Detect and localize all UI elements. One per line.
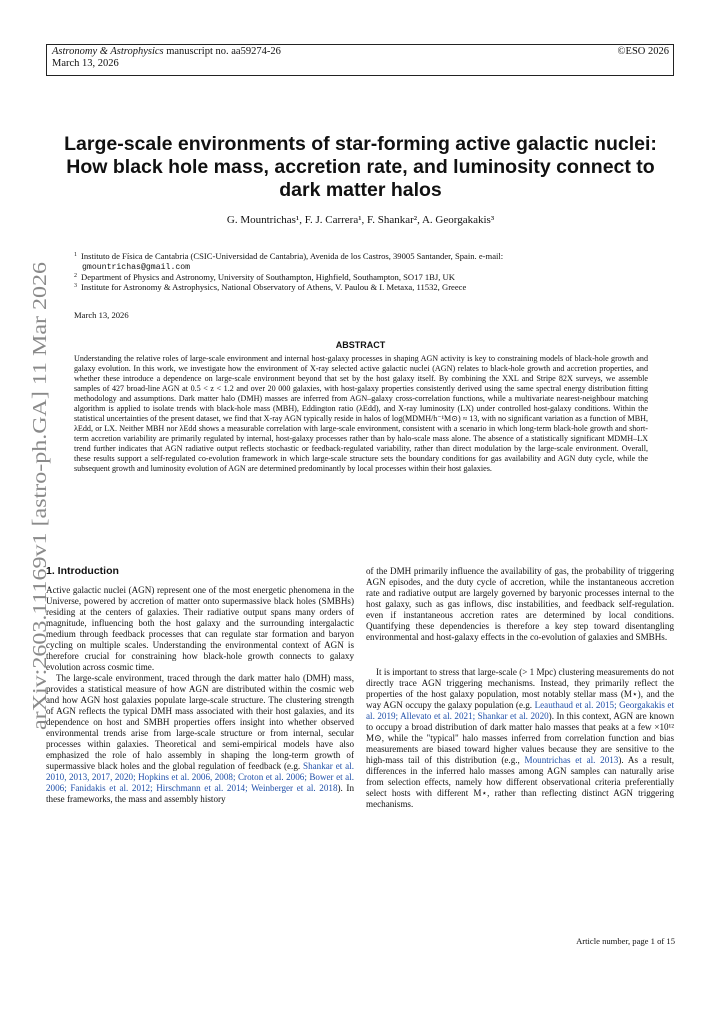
left-column: [46, 566, 354, 805]
copyright: ©ESO 2026: [617, 46, 669, 57]
citation-link[interactable]: Leauthaud et al. 2015; Georgakakis et al. 2019; Allevato et al. 2021; Shankar et al. 2020: [366, 700, 674, 721]
paragraph: [366, 667, 674, 810]
arxiv-stamp-text: arXiv:2603.11169v1 [astro-ph.GA] 11 Mar 2026: [30, 349, 51, 730]
manuscript-number: manuscript no. aa59274-26: [163, 46, 281, 57]
affiliation-number: 1: [74, 252, 77, 258]
abstract-heading: ABSTRACT: [335, 340, 386, 350]
paragraph-text: ). As a result, differences in the inferred halo masses among AGN samples can naturally arise from selection effects, namely how different observational criteria preferentially select hosts with different M⋆, rather than reflecting distinct AGN triggering mechanisms.: [366, 755, 674, 809]
section-heading: 1. Introduction: [46, 565, 119, 577]
affiliation-3: [74, 281, 674, 292]
affiliation-text: Department of Physics and Astronomy, University of Southampton, Highfield, Southampton, SO17 1BJ, UK: [81, 272, 455, 282]
paragraph-text: ). In this context, AGN are known to occupy a broad distribution of dark matter halo masses that peaks at a few ×10¹² M⊙, while the "typical" halo masses inferred from correlation function and bias measurements are biased toward higher values because they are sensitive to the high-mass tail of this distribution (e.g.,: [366, 711, 674, 765]
affiliation-text: Institute for Astronomy & Astrophysics, National Observatory of Athens, V. Paulou & I. Metaxa, 11532, Greece: [81, 282, 467, 292]
paragraph-text: The large-scale environment, traced through the dark matter halo (DMH) mass, provides a statistical measure of how AGN are distributed within the cosmic web and how AGN host galaxies populate large-scale structure. The clustering strength of AGN reflects the typical DMH mass associated with their host galaxies, and its dependence on host and SMBH properties offers insight into whether observed environmental trends arise from large-scale structure or from internal, secular processes within galaxies. Theoretical and semi-empirical models have also emphasized the role of halo assembly in shaping the long-term growth of supermassive black holes and the global regulation of feedback (e.g.: [46, 673, 354, 771]
right-column: [366, 566, 674, 810]
paragraph: [46, 673, 354, 805]
affiliation-number: 3: [74, 283, 77, 289]
received-date: March 13, 2026: [74, 310, 129, 320]
affiliation-number: 2: [74, 273, 77, 279]
journal-name: Astronomy & Astrophysics: [52, 46, 164, 57]
affiliation-text: Instituto de Física de Cantabria (CSIC-Universidad de Cantabria), Avenida de los Castros, 39005 Santander, Spain. e-mail:: [81, 251, 504, 261]
title-line: How black hole mass, accretion rate, and luminosity connect to: [66, 156, 655, 178]
journal-line: [52, 46, 281, 57]
paragraph-text: ). In these frameworks, the mass and assembly history: [46, 783, 354, 804]
paragraph-text: It is important to stress that large-scale (> 1 Mpc) clustering measurements do not directly trace AGN triggering mechanisms. Instead, they primarily reflect the properties of the host galaxy population, most notably stellar mass (M⋆), and the way AGN occupy the galaxy population (e.g.: [366, 667, 674, 710]
paragraph: of the DMH primarily influence the availability of gas, the probability of triggering AGN episodes, and the duty cycle of accretion, while the instantaneous accretion rate and radiative output are largely governed by baryonic processes internal to the host galaxy, such as gas inflows, disc instabilities, and feedback self-regulation. even if instantaneous accretion rates are determined by local conditions. Quantifying these dependencies is therefore a key step toward disentangling environmental and host-galaxy effects in the co-evolution of galaxies and SMBHs.: [366, 566, 674, 642]
citation-link[interactable]: Shankar et al. 2010, 2013, 2017, 2020; Hopkins et al. 2006, 2008; Croton et al. 2006; Bower et al. 2006; Fanidakis et al. 2012; Hirschmann et al. 2014; Weinberger et al. 2018: [46, 761, 354, 793]
affiliation-1: [74, 250, 674, 273]
abstract-text: Understanding the relative roles of large-scale environment and internal host-galaxy processes in shaping AGN activity is key to constraining models of black-hole growth and galaxy evolution. In this work, we investigate how the environment of X-ray selected active galactic nuclei (AGN) relates to black-hole growth and accretion properties, and whether these introduce a dependence on large-scale environment beyond that set by the host galaxy itself. By combining the XXL and Stripe 82X surveys, we assemble samples of 427 broad-line AGN at 0.5 < z < 1.2 and over 20 000 galaxies, with host-galaxy properties consistently derived using the same spectral energy distribution fitting methodology and assumptions. Dark matter halo (DMH) masses are inferred from AGN–galaxy cross-correlation functions, while a multivariate nearest-neighbour matching algorithm is applied to isolate trends with black-hole mass (MBH), Eddington ratio (λEdd), and X-ray luminosity (LX) under controlled host-galaxy conditions. Within the statistical uncertainties of the present dataset, we find that X-ray AGN typically reside in halos of log(MDMH/h⁻¹M⊙) ≈ 13, with no significant variation as a function of MBH, λEdd, or LX. Neither MBH nor λEdd shows a measurable correlation with large-scale environment, consistent with a scenario in which long-term black-hole growth and short-term accretion variability are primarily regulated by internal, host-galaxy processes rather than by halo-scale mass alone. The absence of a statistically significant MDMH–LX trend further indicates that AGN radiative output reflects stochastic or feedback-regulated variability, rather than direct modulation by the large-scale environment. Overall, these results support a self-regulated co-evolution framework in which large-scale structure sets the boundary conditions for gas availability and AGN duty cycle, while the subsequent growth and luminosity evolution of AGN are determined predominantly by local processes within their host galaxies.: [74, 354, 648, 473]
header-date: March 13, 2026: [52, 58, 119, 69]
paragraph: Active galactic nuclei (AGN) represent one of the most energetic phenomena in the Universe, powered by accretion of matter onto supermassive black holes (SMBHs) residing at the centers of galaxies. Their radiative output spans many orders of magnitude, influencing both the host galaxy and the surrounding intergalactic medium through feedback processes that can regulate star formation and baryon cycling on multiple scales. Understanding the environmental context of AGN is therefore crucial for constraining how black-hole growth connects to galaxy evolution across cosmic time.: [46, 585, 354, 672]
title-line: Large-scale environments of star-forming active galactic nuclei:: [64, 133, 657, 155]
page-footer: Article number, page 1 of 15: [576, 936, 675, 946]
email-link[interactable]: gmountrichas@gmail.com: [82, 263, 191, 272]
title-line: dark matter halos: [279, 179, 442, 201]
citation-link[interactable]: Mountrichas et al. 2013: [524, 755, 619, 765]
paper-title: [50, 133, 671, 202]
authors: G. Mountrichas¹, F. J. Carrera¹, F. Shankar², A. Georgakakis³: [226, 214, 495, 226]
